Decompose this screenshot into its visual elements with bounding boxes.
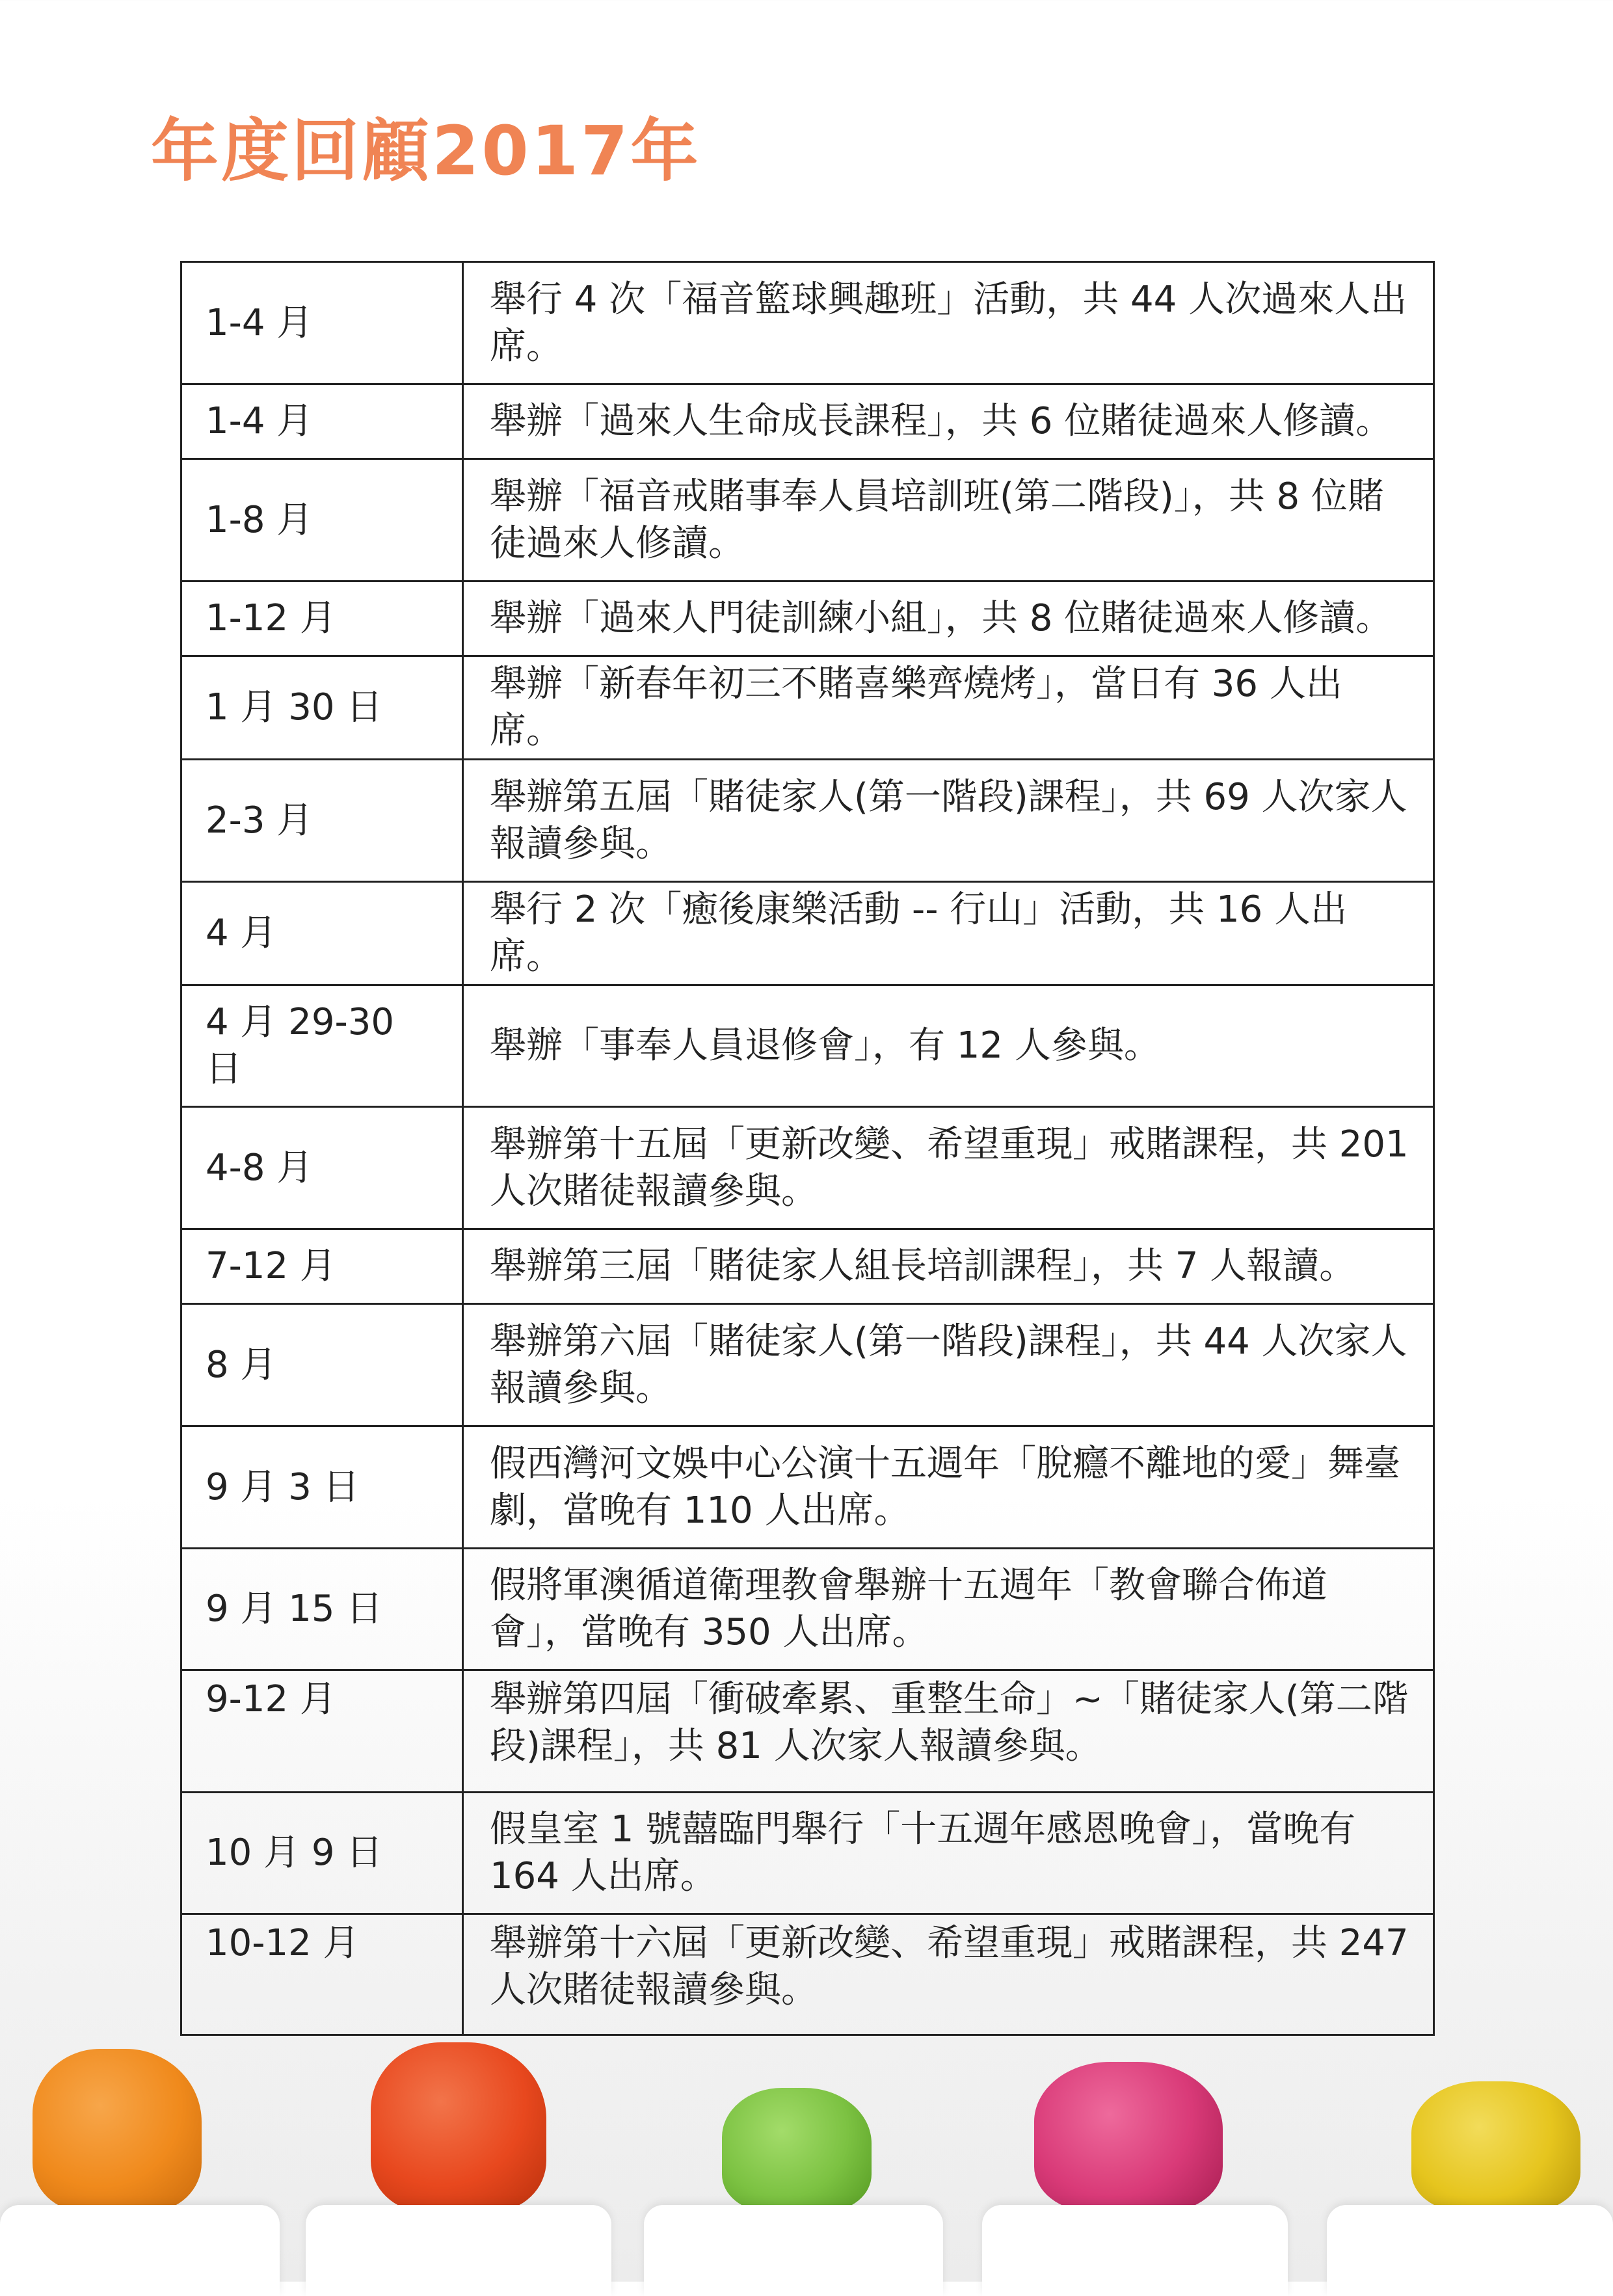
cactus-decoration xyxy=(0,2003,1613,2282)
table-row xyxy=(181,760,1434,882)
event-description: 假將軍澳循道衛理教會舉辦十五週年「教會聯合佈道會」，當晚有 350 人出席。 xyxy=(463,1549,1434,1670)
cactus-red xyxy=(371,2042,546,2211)
event-description: 假皇室 1 號囍臨門舉行「十五週年感恩晚會」，當晚有 164 人出席。 xyxy=(463,1793,1434,1914)
event-description: 舉行 2 次「癒後康樂活動 -- 行山」活動，共 16 人出席。 xyxy=(463,882,1434,985)
event-date: 9 月 15 日 xyxy=(181,1549,463,1670)
events-table xyxy=(180,261,1435,2036)
cactus-pink xyxy=(1034,2062,1223,2211)
event-description: 舉辦「過來人門徒訓練小組」，共 8 位賭徒過來人修讀。 xyxy=(463,581,1434,656)
event-date: 1-8 月 xyxy=(181,459,463,581)
table-row xyxy=(181,656,1434,760)
event-description: 舉辦第四屆「衝破牽累、重整生命」~「賭徒家人(第二階段)課程」，共 81 人次家人報讀參與。 xyxy=(463,1670,1434,1793)
table-row xyxy=(181,1107,1434,1229)
event-description: 舉辦「過來人生命成長課程」，共 6 位賭徒過來人修讀。 xyxy=(463,384,1434,459)
event-description: 舉辦第六屆「賭徒家人(第一階段)課程」，共 44 人次家人報讀參與。 xyxy=(463,1304,1434,1426)
event-description: 假西灣河文娛中心公演十五週年「脫癮不離地的愛」舞臺劇，當晚有 110 人出席。 xyxy=(463,1426,1434,1549)
page-title: 年度回顧2017年 xyxy=(151,111,701,191)
event-date: 4-8 月 xyxy=(181,1107,463,1229)
event-date: 9 月 3 日 xyxy=(181,1426,463,1549)
table-row xyxy=(181,1793,1434,1914)
event-date: 9-12 月 xyxy=(181,1670,463,1793)
table-row xyxy=(181,985,1434,1107)
pot xyxy=(306,2205,611,2296)
pot xyxy=(982,2205,1288,2296)
pot xyxy=(1327,2205,1613,2296)
table-row xyxy=(181,1229,1434,1304)
event-date: 10-12 月 xyxy=(181,1914,463,2035)
event-date: 10 月 9 日 xyxy=(181,1793,463,1914)
event-description: 舉辦第五屆「賭徒家人(第一階段)課程」，共 69 人次家人報讀參與。 xyxy=(463,760,1434,882)
table-row xyxy=(181,1304,1434,1426)
event-description: 舉辦第十六屆「更新改變、希望重現」戒賭課程，共 247 人次賭徒報讀參與。 xyxy=(463,1914,1434,2035)
event-description: 舉辦「事奉人員退修會」，有 12 人參與。 xyxy=(463,985,1434,1107)
event-date: 8 月 xyxy=(181,1304,463,1426)
cactus-orange xyxy=(33,2049,202,2211)
event-date: 1-12 月 xyxy=(181,581,463,656)
table-row xyxy=(181,1549,1434,1670)
event-description: 舉辦第三屆「賭徒家人組長培訓課程」，共 7 人報讀。 xyxy=(463,1229,1434,1304)
pot xyxy=(644,2205,943,2296)
cactus-green xyxy=(722,2088,872,2211)
table-row xyxy=(181,1670,1434,1793)
table-row xyxy=(181,581,1434,656)
event-date: 1 月 30 日 xyxy=(181,656,463,760)
event-date: 7-12 月 xyxy=(181,1229,463,1304)
event-description: 舉辦「新春年初三不賭喜樂齊燒烤」，當日有 36 人出席。 xyxy=(463,656,1434,760)
event-description: 舉辦「福音戒賭事奉人員培訓班(第二階段)」，共 8 位賭徒過來人修讀。 xyxy=(463,459,1434,581)
event-description: 舉行 4 次「福音籃球興趣班」活動，共 44 人次過來人出席。 xyxy=(463,262,1434,384)
pot xyxy=(0,2205,280,2296)
event-date: 1-4 月 xyxy=(181,384,463,459)
table-row xyxy=(181,262,1434,384)
event-date: 1-4 月 xyxy=(181,262,463,384)
event-date: 4 月 xyxy=(181,882,463,985)
table-row xyxy=(181,1426,1434,1549)
table-row xyxy=(181,882,1434,985)
event-date: 4 月 29-30 日 xyxy=(181,985,463,1107)
event-description: 舉辦第十五屆「更新改變、希望重現」戒賭課程，共 201 人次賭徒報讀參與。 xyxy=(463,1107,1434,1229)
table-row xyxy=(181,459,1434,581)
table-row xyxy=(181,384,1434,459)
event-date: 2-3 月 xyxy=(181,760,463,882)
cactus-yellow xyxy=(1411,2081,1580,2211)
